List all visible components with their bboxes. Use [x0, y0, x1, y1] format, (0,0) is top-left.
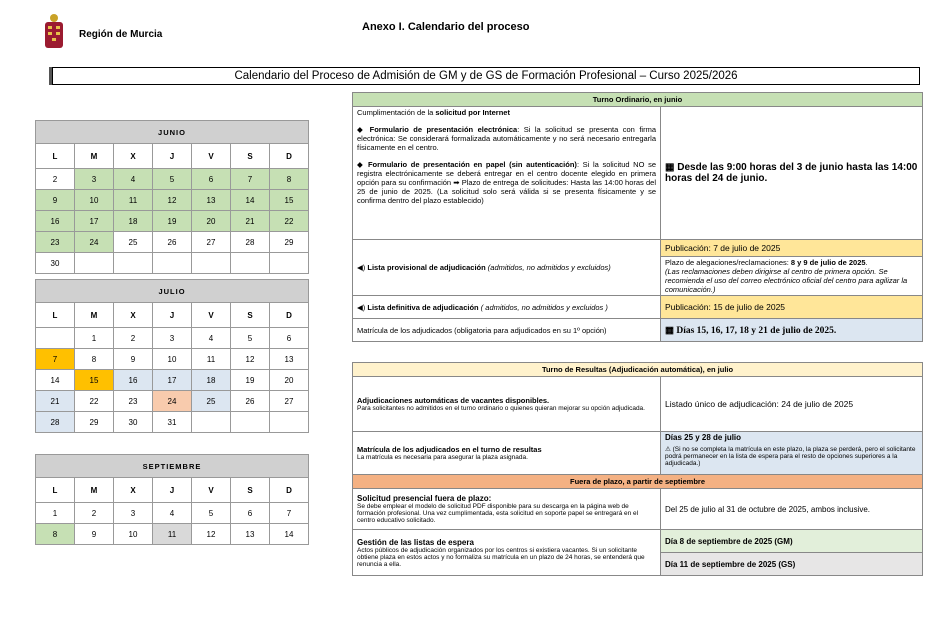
calendar-empty-cell: [114, 253, 153, 274]
resultas-matricula-dates: Días 25 y 28 de julio: [665, 433, 742, 442]
calendar-day: 21: [231, 211, 270, 232]
solicitud-cell: Cumplimentación de la solicitud por Internet ◆ Formulario de presentación electrónica: Si la solicitud se presenta con firma electrónica: Se considerará formalizada automáticamente y no será necesario entregarla físicamente en el centro. ◆ Formulario de presentación en papel (sin autenticación): Si la solicitud NO se registra electrónicamente se deberá entregar en el centro docente elegido en primera opción para su confirmación ➡ Plazo de entrega de solicitudes: Hasta las 14:00 horas del 25 de junio de 2025. (La solicitud solo será válida si se presenta físicamente y se confirma dentro del plazo establecido): [353, 107, 661, 240]
calendar-day: 1: [75, 328, 114, 349]
calendar-day: 14: [36, 370, 75, 391]
calendar-day: 9: [36, 190, 75, 211]
calendar-day: 7: [270, 503, 309, 524]
brand-name: Región de Murcia: [79, 29, 163, 40]
calendar-day: 22: [270, 211, 309, 232]
calendar-day: 17: [75, 211, 114, 232]
month-name: JULIO: [36, 280, 309, 303]
page-title: Calendario del Proceso de Admisión de GM y de GS de Formación Profesional – Curso 2025/2026: [52, 67, 920, 85]
weekday-label: D: [270, 303, 309, 328]
calendar-day: 7: [231, 169, 270, 190]
calendar-day: 6: [231, 503, 270, 524]
calendar-day: 13: [270, 349, 309, 370]
july-days: [36, 328, 309, 433]
calendar-day: 10: [114, 524, 153, 545]
calendar-day: 26: [153, 232, 192, 253]
calendar-day: 20: [192, 211, 231, 232]
calendar-day: 29: [75, 412, 114, 433]
calendar-day: 21: [36, 391, 75, 412]
provisional-cell: [353, 240, 661, 296]
calendar-empty-cell: [75, 253, 114, 274]
espera-gs: Día 11 de septiembre de 2025 (GS): [661, 553, 923, 576]
calendar-day: 5: [231, 328, 270, 349]
provisional-label: Lista provisional de adjudicación: [367, 263, 486, 272]
fuera-solicitud-cell: [353, 489, 661, 530]
month-name: JUNIO: [36, 121, 309, 144]
calendar-day: 13: [231, 524, 270, 545]
calendar-day: 12: [153, 190, 192, 211]
calendar-day: 28: [231, 232, 270, 253]
calendar-day: 13: [192, 190, 231, 211]
solicitud-lead-bold: solicitud por Internet: [435, 108, 510, 117]
calendar-empty-cell: [231, 412, 270, 433]
fuera-solicitud-title: Solicitud presencial fuera de plazo:: [357, 494, 492, 503]
calendar-day: 19: [231, 370, 270, 391]
weekday-label: X: [114, 478, 153, 503]
calendar-day: 2: [114, 328, 153, 349]
resultas-matricula-note: (Si no se completa la matrícula en este plazo, la plaza se perderá, pero el solicitante podrá permanecer en la lista de espera para el resto de opciones superiores a la adjudicada.): [665, 446, 916, 467]
definitiva-cell: [353, 296, 661, 319]
calendar-day: 17: [153, 370, 192, 391]
calendar-day: 6: [270, 328, 309, 349]
calendar-day: 18: [192, 370, 231, 391]
solicitud-lead: Cumplimentación de la: [357, 108, 436, 117]
calendar-day: 18: [114, 211, 153, 232]
calendar-empty-cell: [192, 412, 231, 433]
definitiva-label: Lista definitiva de adjudicación: [367, 302, 479, 312]
calendar-day: 11: [153, 524, 192, 545]
calendar-empty-cell: [270, 412, 309, 433]
claims-note: (Las reclamaciones deben dirigirse al centro de primera opción. Se recomienda el uso del correo electrónico oficial del centro para agilizar la comunicación.): [665, 267, 908, 294]
definitiva-pub: Publicación: 15 de julio de 2025: [661, 296, 923, 319]
annex-title: Anexo I. Calendario del proceso: [362, 21, 530, 33]
calendar-day: 22: [75, 391, 114, 412]
provisional-pub: Publicación: 7 de julio de 2025: [661, 240, 923, 257]
calendar-empty-cell: [192, 253, 231, 274]
calendar-day: 27: [270, 391, 309, 412]
matricula-dates: Días 15, 16, 17, 18 y 21 de julio de 2025.: [676, 325, 837, 336]
calendar-day: 15: [75, 370, 114, 391]
form-electronic-text: : Si la solicitud se presenta con firma electrónica: Se considerará formalizada automáticamente y no será necesario entregarla físicamente en el centro.: [357, 125, 656, 152]
calendar-day: 28: [36, 412, 75, 433]
solicitud-dates-cell: [661, 107, 923, 240]
calendar-day: 4: [153, 503, 192, 524]
calendar-day: 24: [153, 391, 192, 412]
calendar-july: [35, 279, 309, 433]
calendar-day: 5: [192, 503, 231, 524]
calendar-day: 11: [192, 349, 231, 370]
calendar-day: 15: [270, 190, 309, 211]
calendar-day: 26: [231, 391, 270, 412]
calendar-day: 12: [231, 349, 270, 370]
calendar-day: 4: [114, 169, 153, 190]
weekday-label: L: [36, 303, 75, 328]
resultas-matricula-title: Matrícula de los adjudicados en el turno de resultas: [357, 445, 542, 454]
calendar-day: 8: [36, 524, 75, 545]
calendar-day: 9: [114, 349, 153, 370]
calendar-day: 6: [192, 169, 231, 190]
weekday-label: M: [75, 303, 114, 328]
claims-cell: [661, 257, 923, 296]
weekday-label: D: [270, 478, 309, 503]
calendar-day: 9: [75, 524, 114, 545]
espera-text: Actos públicos de adjudicación organizados por los centros si existiera vacantes. Si un solicitante obtiene plaza en estos actos y no formaliza su matrícula en un plazo de 24 horas, se entenderá que renuncia a ella.: [357, 546, 645, 568]
matricula-label: Matrícula de los adjudicados (obligatoria para adjudicados en su 1º opción): [353, 319, 661, 342]
espera-gm: Día 8 de septiembre de 2025 (GM): [661, 530, 923, 553]
calendar-day: 30: [36, 253, 75, 274]
auto-value: Listado único de adjudicación: 24 de julio de 2025: [661, 377, 923, 432]
fuera-solicitud-text: Se debe emplear el modelo de solicitud PDF disponible para su descarga en la página web de formación profesional. Una vez cumplimentada, esta solicitud en soporte papel se entregará en el centro educativo solicitado.: [357, 503, 639, 524]
form-paper-title: Formulario de presentación en papel (sin autenticación): [367, 160, 577, 169]
form-paper-text: : Si la solicitud NO se registra electrónicamente se deberá entregar en el centro docente elegido en primera opción para su confirmación ➡ Plazo de entrega de solicitudes: Hasta las 14:00 horas del 25 de junio de 2025. (La solicitud solo será válida si se presenta físicamente y se confirma dentro del plazo establecido): [357, 160, 656, 205]
weekday-label: J: [153, 478, 192, 503]
provisional-note: (admitidos, no admitidos y excluidos): [485, 263, 611, 272]
section-title: Turno de Resultas (Adjudicación automática), en julio: [353, 363, 923, 377]
section-title: Fuera de plazo, a partir de septiembre: [353, 475, 923, 489]
calendar-icon: ▦: [665, 162, 678, 173]
calendar-day: 20: [270, 370, 309, 391]
calendar-day: 8: [75, 349, 114, 370]
fuera-plazo-table: [352, 474, 923, 576]
warning-icon: ⚠: [665, 446, 673, 453]
weekday-label: J: [153, 144, 192, 169]
calendar-day: 10: [75, 190, 114, 211]
calendar-icon: ▦: [665, 325, 677, 336]
calendar-day: 25: [114, 232, 153, 253]
turno-resultas-table: [352, 362, 923, 475]
weekday-label: L: [36, 478, 75, 503]
calendar-day: 2: [36, 169, 75, 190]
calendar-day: 29: [270, 232, 309, 253]
speaker-icon: ◀): [357, 302, 368, 312]
calendar-day: 25: [192, 391, 231, 412]
calendar-day: 2: [75, 503, 114, 524]
turno-ordinario-table: [352, 92, 923, 342]
calendar-day: 14: [231, 190, 270, 211]
weekday-label: M: [75, 478, 114, 503]
calendar-day: 3: [114, 503, 153, 524]
calendar-day: 3: [153, 328, 192, 349]
auto-title: Adjudicaciones automáticas de vacantes disponibles.: [357, 396, 550, 405]
calendar-day: 8: [270, 169, 309, 190]
form-electronic-title: Formulario de presentación electrónica: [369, 125, 518, 134]
claims-dates: 8 y 9 de julio de 2025: [790, 258, 866, 267]
calendar-day: 14: [270, 524, 309, 545]
auto-text: Para solicitantes no admitidos en el turno ordinario o quienes quieran mejorar su opción adjudicada.: [357, 405, 645, 412]
weekday-label: X: [114, 303, 153, 328]
month-name: SEPTIEMBRE: [36, 455, 309, 478]
calendar-empty-cell: [153, 253, 192, 274]
section-title: Turno Ordinario, en junio: [353, 93, 923, 107]
resultas-matricula-cell: [353, 432, 661, 475]
calendar-june: [35, 120, 309, 274]
speaker-icon: ◀): [357, 263, 368, 272]
claims-text: Plazo de alegaciones/reclamaciones:: [665, 258, 791, 267]
weekday-label: J: [153, 303, 192, 328]
calendar-day: 24: [75, 232, 114, 253]
definitiva-note: ( admitidos, no admitidos y excluidos ): [478, 302, 608, 312]
calendar-day: 23: [114, 391, 153, 412]
calendar-day: 1: [36, 503, 75, 524]
calendar-day: 31: [153, 412, 192, 433]
weekday-label: L: [36, 144, 75, 169]
calendar-day: 10: [153, 349, 192, 370]
weekday-label: M: [75, 144, 114, 169]
calendar-day: 30: [114, 412, 153, 433]
weekday-label: S: [231, 303, 270, 328]
resultas-matricula-dates-cell: [661, 432, 923, 475]
claims-end: .: [865, 258, 868, 267]
resultas-matricula-text: La matrícula es necesaria para asegurar la plaza asignada.: [357, 454, 528, 461]
calendar-day: 16: [114, 370, 153, 391]
calendar-day: 19: [153, 211, 192, 232]
calendar-day: 11: [114, 190, 153, 211]
calendar-day: 5: [153, 169, 192, 190]
calendar-day: 3: [75, 169, 114, 190]
calendar-day: 23: [36, 232, 75, 253]
region-murcia-logo: [42, 13, 66, 53]
june-days: [36, 169, 309, 274]
weekday-label: V: [192, 144, 231, 169]
calendar-day: 4: [192, 328, 231, 349]
auto-cell: [353, 377, 661, 432]
espera-title: Gestión de las listas de espera: [357, 537, 474, 547]
weekday-label: S: [231, 144, 270, 169]
calendar-day: 27: [192, 232, 231, 253]
fuera-solicitud-value: Del 25 de julio al 31 de octubre de 2025, ambos inclusive.: [661, 489, 923, 530]
weekday-label: S: [231, 478, 270, 503]
weekday-label: X: [114, 144, 153, 169]
calendar-empty-cell: [270, 253, 309, 274]
solicitud-dates: Desde las 9:00 horas del 3 de junio hasta las 14:00 horas del 24 de junio.: [665, 162, 918, 184]
calendar-empty-cell: [231, 253, 270, 274]
calendar-september: [35, 454, 309, 545]
weekday-label: V: [192, 478, 231, 503]
weekday-label: V: [192, 303, 231, 328]
weekday-label: D: [270, 144, 309, 169]
calendar-day: 12: [192, 524, 231, 545]
september-days: [36, 503, 309, 545]
calendar-day: 16: [36, 211, 75, 232]
matricula-dates-cell: [661, 319, 923, 342]
espera-cell: [353, 530, 661, 576]
calendar-empty-cell: [36, 328, 75, 349]
calendar-day: 7: [36, 349, 75, 370]
